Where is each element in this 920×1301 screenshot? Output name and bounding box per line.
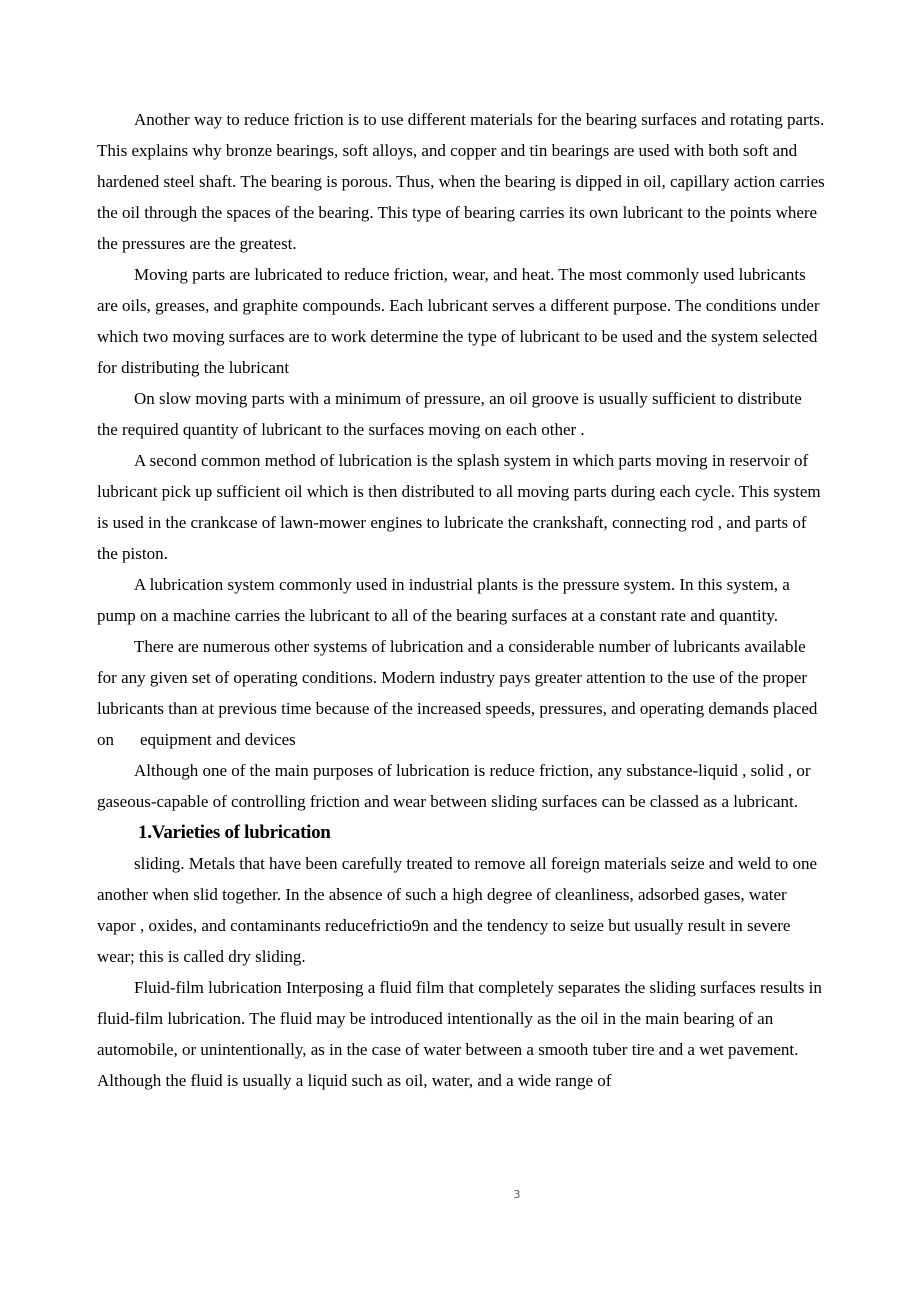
paragraph-lubricant-definition: Although one of the main purposes of lubrication is reduce friction, any substance-liquid , solid , or gaseous-capable of controlling friction and wear between sliding surfaces can be classed as a lubricant.	[97, 761, 811, 811]
paragraph-bearing-materials: Another way to reduce friction is to use different materials for the bearing surfaces and rotating parts. This explains why bronze bearings, soft alloys, and copper and tin bearings are used with both soft and hardened steel shaft. The bearing is porous. Thus, when the bearing is dipped in oil, capillary action carries the oil through the spaces of the bearing. This type of bearing carries its own lubricant to the points where the pressures are the greatest.	[97, 110, 825, 253]
paragraph-dry-sliding: sliding. Metals that have been carefully treated to remove all foreign materials seize and weld to one another when slid together. In the absence of such a high degree of cleanliness, adsorbed gases, water vapor , oxides, and contaminants reducefrictio9n and the tendency to seize but usually result in severe wear; this is called dry sliding.	[97, 854, 818, 966]
document-body	[97, 104, 825, 1096]
paragraph-other-systems-tail: equipment and devices	[140, 730, 296, 749]
paragraph-pressure-system: A lubrication system commonly used in industrial plants is the pressure system. In this system, a pump on a machine carries the lubricant to all of the bearing surfaces at a constant rate and quantity.	[97, 575, 790, 625]
paragraph-oil-groove: On slow moving parts with a minimum of pressure, an oil groove is usually sufficient to distribute the required quantity of lubricant to the surfaces moving on each other .	[97, 389, 802, 439]
paragraph-other-systems	[97, 631, 825, 755]
paragraph-splash-system: A second common method of lubrication is the splash system in which parts moving in reservoir of lubricant pick up sufficient oil which is then distributed to all moving parts during each cycle. This system is used in the crankcase of lawn-mower engines to lubricate the crankshaft, connecting rod , and parts of the piston.	[97, 451, 821, 563]
section-heading: 1.Varieties of lubrication	[138, 822, 331, 843]
paragraph-moving-parts: Moving parts are lubricated to reduce friction, wear, and heat. The most commonly used lubricants are oils, greases, and graphite compounds. Each lubricant serves a different purpose. The conditions under which two moving surfaces are to work determine the type of lubricant to be used and the system selected for distributing the lubricant	[97, 265, 820, 377]
paragraph-other-systems-text: There are numerous other systems of lubrication and a considerable number of lubricants available for any given set of operating conditions. Modern industry pays greater attention to the use of the proper lubricants than at previous time because of the increased speeds, pressures, and operating demands placed on	[97, 637, 818, 749]
paragraph-fluid-film: Fluid-film lubrication Interposing a fluid film that completely separates the sliding surfaces results in fluid-film lubrication. The fluid may be introduced intentionally as the oil in the main bearing of an automobile, or unintentionally, as in the case of water between a smooth tuber tire and a wet pavement. Although the fluid is usually a liquid such as oil, water, and a wide range of	[97, 978, 822, 1090]
page-number: 3	[513, 1188, 521, 1201]
